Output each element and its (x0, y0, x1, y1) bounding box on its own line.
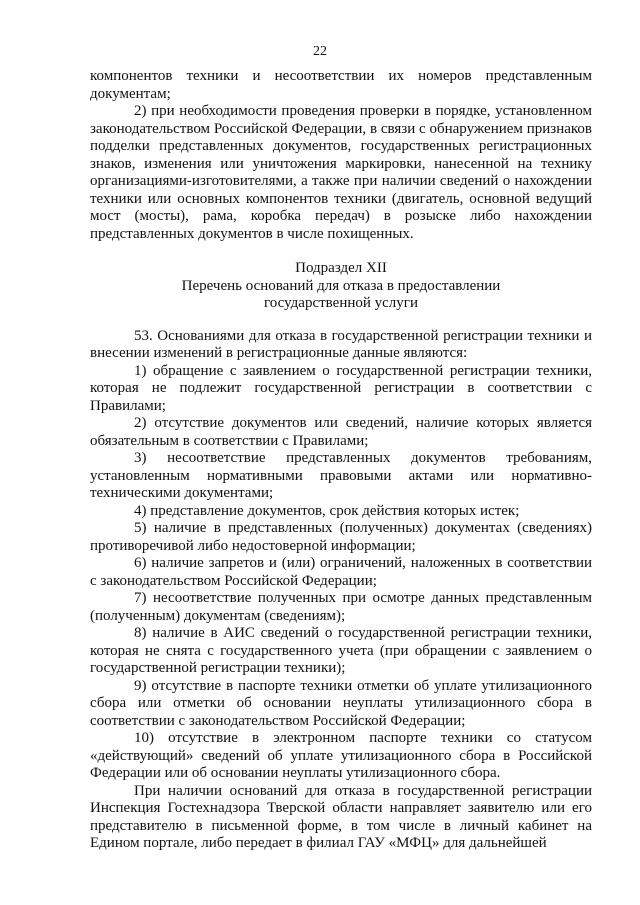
spacer (90, 243, 592, 260)
section-title-line-1: Перечень оснований для отказа в предоставлении (181, 277, 501, 294)
list-item: 1) обращение с заявлением о государственной регистрации техники, которая не подлежит государственной регистрации в соответствии с Правилами; (90, 362, 592, 414)
paragraph: 53. Основаниями для отказа в государственной регистрации техники и внесении изменений в регистрационные данные являются: (90, 327, 592, 361)
list-item: 6) наличие запретов и (или) ограничений, наложенных в соответствии с законодательством Российской Федерации; (90, 555, 592, 589)
list-item: 4) представление документов, срок действия которых истек; (134, 502, 520, 519)
page-number: 22 (313, 44, 327, 59)
spacer (90, 313, 592, 328)
list-item: 8) наличие в АИС сведений о государственной регистрации техники, которая не снята с государственного учета (при обращении с заявлением о государственной регистрации техники); (90, 625, 592, 676)
paragraph: компонентов техники и несоответствии их номеров представленным документам; (90, 68, 592, 102)
list-item: 9) отсутствие в паспорте техники отметки об уплате утилизационного сбора или отметки об основании неуплаты утилизационного сбора в соответствии с законодательством Российской Федерации; (90, 677, 592, 729)
list-item: 2) отсутствие документов или сведений, наличие которых является обязательным в соответствии с Правилами; (90, 415, 592, 449)
list-item: 3) несоответствие представленных документов требованиям, установленным нормативными правовыми актами или нормативно-техническими документами; (90, 450, 592, 501)
paragraph: 2) при необходимости проведения проверки в порядке, установленном законодательством Российской Федерации, в связи с обнаружением признаков подделки представленных документов, государственных регистрационных знаков, изменения или уничтожения маркировки, нанесенной на технику организациями-изготовителями, а также при наличии сведений о нахождении техники или основных компонентов техники (двигатель, основной ведущий мост (мосты), рама, коробка передач) в розыске либо нахождении представленных документов в числе похищенных. (90, 103, 592, 242)
paragraph: При наличии оснований для отказа в государственной регистрации Инспекция Гостехнадзора Тверской области направляет заявителю или его представителю в письменной форме, в том числе в личный кабинет на Едином портале, либо передает в филиал ГАУ «МФЦ» для дальнейшей (90, 782, 592, 851)
section-label: Подраздел XII (295, 260, 387, 276)
section-title-line-2: государственной услуги (264, 295, 418, 311)
page-content (90, 68, 592, 853)
list-item: 10) отсутствие в электронном паспорте техники со статусом «действующий» сведений об уплате утилизационного сбора в Российской Федерации или об основании неуплаты утилизационного сбора. (90, 730, 592, 781)
list-item: 7) несоответствие полученных при осмотре данных представленным (полученным) документам (сведениям); (90, 590, 592, 624)
list-item: 5) наличие в представленных (полученных) документах (сведениях) противоречивой либо недостоверной информации; (90, 520, 592, 554)
